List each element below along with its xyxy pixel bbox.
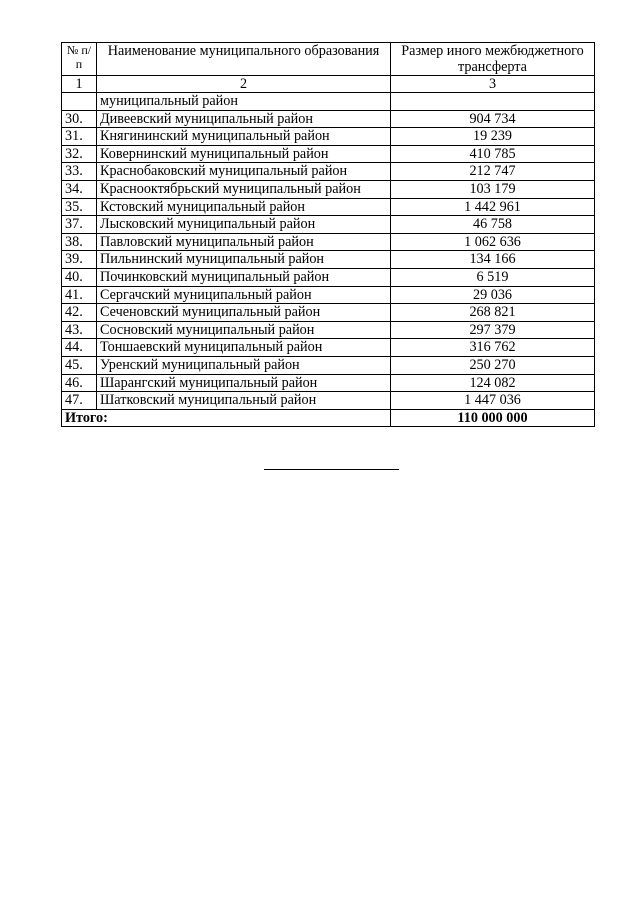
row-value: 268 821 [391, 304, 595, 322]
total-label: Итого: [62, 409, 391, 426]
row-num: 34. [62, 180, 97, 198]
row-num: 30. [62, 110, 97, 128]
table-row [62, 198, 595, 216]
row-value: 1 447 036 [391, 392, 595, 410]
row-value: 1 062 636 [391, 233, 595, 251]
row-name: Краснобаковский муниципальный район [97, 163, 391, 181]
table-row [62, 145, 595, 163]
continuation-num [62, 93, 97, 111]
table-row [62, 392, 595, 410]
row-value: 212 747 [391, 163, 595, 181]
row-name: Шарангский муниципальный район [97, 374, 391, 392]
row-value: 46 758 [391, 216, 595, 234]
row-name: Тоншаевский муниципальный район [97, 339, 391, 357]
table-row [62, 356, 595, 374]
row-value: 103 179 [391, 180, 595, 198]
row-value: 410 785 [391, 145, 595, 163]
row-num: 41. [62, 286, 97, 304]
column-index-3: 3 [391, 76, 595, 93]
header-row [62, 43, 595, 76]
table-row [62, 268, 595, 286]
column-index-2: 2 [97, 76, 391, 93]
row-value: 297 379 [391, 321, 595, 339]
row-num: 42. [62, 304, 97, 322]
row-name: Пильнинский муниципальный район [97, 251, 391, 269]
row-num: 31. [62, 128, 97, 146]
transfer-table [61, 42, 595, 427]
table-row [62, 251, 595, 269]
row-name: Лысковский муниципальный район [97, 216, 391, 234]
row-num: 32. [62, 145, 97, 163]
row-value: 134 166 [391, 251, 595, 269]
row-name: Павловский муниципальный район [97, 233, 391, 251]
table-row [62, 110, 595, 128]
header-name: Наименование муниципального образования [97, 43, 391, 76]
row-num: 39. [62, 251, 97, 269]
column-index-row [62, 76, 595, 93]
continuation-row [62, 93, 595, 111]
continuation-name: муниципальный район [97, 93, 391, 111]
row-name: Дивеевский муниципальный район [97, 110, 391, 128]
column-index-1: 1 [62, 76, 97, 93]
table-row [62, 233, 595, 251]
header-value: Размер иного межбюджетного трансферта [391, 43, 595, 76]
row-value: 6 519 [391, 268, 595, 286]
row-value: 250 270 [391, 356, 595, 374]
total-row [62, 409, 595, 426]
row-name: Починковский муниципальный район [97, 268, 391, 286]
table-row [62, 216, 595, 234]
table-row [62, 321, 595, 339]
row-num: 45. [62, 356, 97, 374]
row-num: 40. [62, 268, 97, 286]
row-num: 44. [62, 339, 97, 357]
row-value: 29 036 [391, 286, 595, 304]
end-divider-line [264, 469, 399, 470]
table-row [62, 163, 595, 181]
row-value: 1 442 961 [391, 198, 595, 216]
row-num: 33. [62, 163, 97, 181]
row-name: Кстовский муниципальный район [97, 198, 391, 216]
table-row [62, 180, 595, 198]
table-row [62, 304, 595, 322]
row-value: 124 082 [391, 374, 595, 392]
total-value: 110 000 000 [391, 409, 595, 426]
table-row [62, 374, 595, 392]
table-row [62, 286, 595, 304]
row-name: Уренский муниципальный район [97, 356, 391, 374]
row-name: Сергачский муниципальный район [97, 286, 391, 304]
row-value: 19 239 [391, 128, 595, 146]
row-name: Шатковский муниципальный район [97, 392, 391, 410]
row-name: Сосновский муниципальный район [97, 321, 391, 339]
row-num: 38. [62, 233, 97, 251]
row-num: 35. [62, 198, 97, 216]
row-num: 43. [62, 321, 97, 339]
continuation-value [391, 93, 595, 111]
header-num: № п/п [62, 43, 97, 76]
row-name: Ковернинский муниципальный район [97, 145, 391, 163]
row-value: 904 734 [391, 110, 595, 128]
row-num: 46. [62, 374, 97, 392]
row-name: Краснооктябрьский муниципальный район [97, 180, 391, 198]
table-row [62, 339, 595, 357]
row-name: Сеченовский муниципальный район [97, 304, 391, 322]
row-num: 47. [62, 392, 97, 410]
row-num: 37. [62, 216, 97, 234]
row-name: Княгининский муниципальный район [97, 128, 391, 146]
table-row [62, 128, 595, 146]
row-value: 316 762 [391, 339, 595, 357]
